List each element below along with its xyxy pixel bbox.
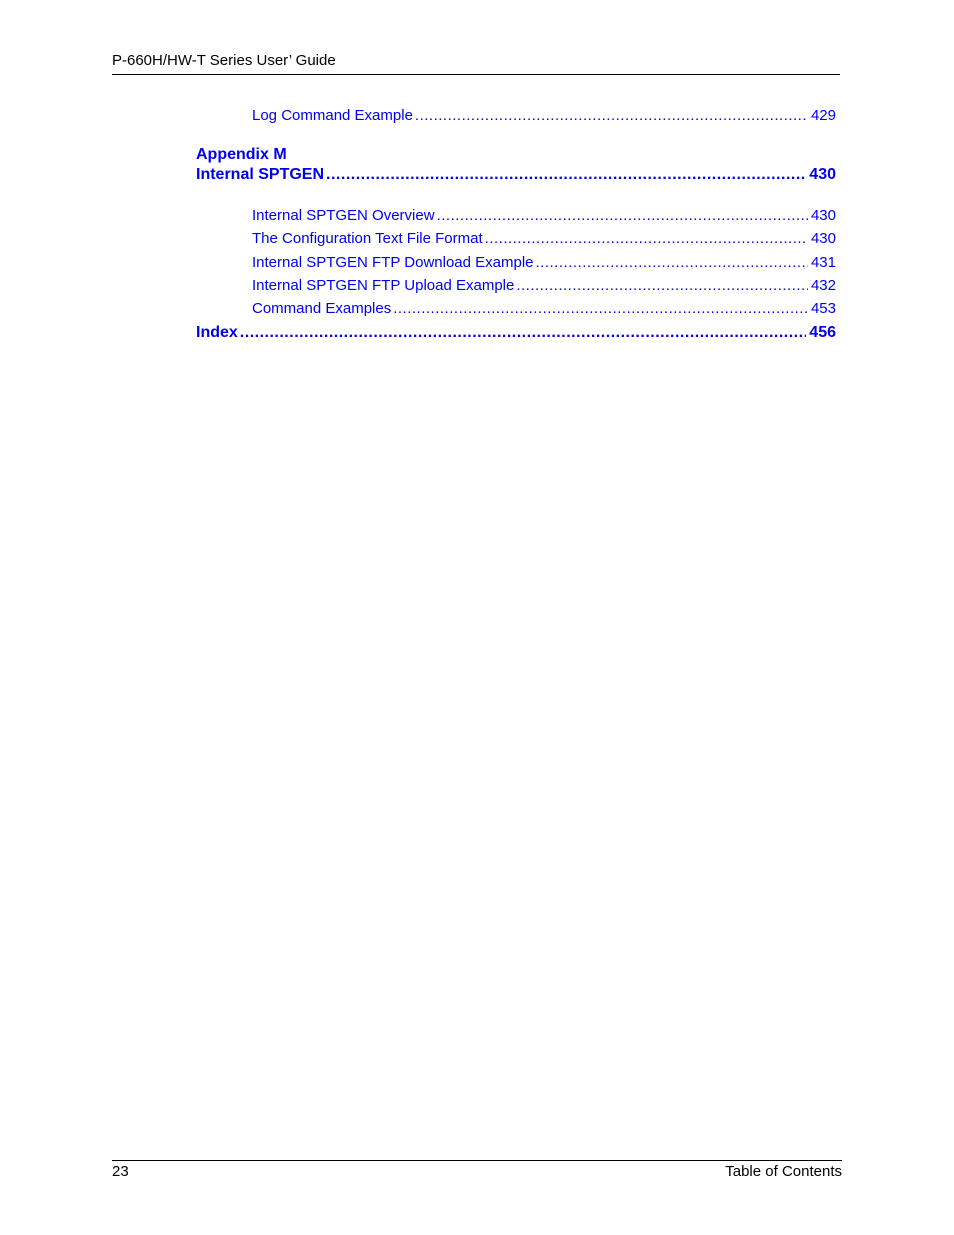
dot-leader — [415, 107, 808, 124]
toc-chapter-index[interactable] — [196, 324, 836, 342]
toc-entry-command-examples[interactable] — [252, 300, 836, 317]
dot-leader — [326, 166, 806, 184]
toc-entry-label: Internal SPTGEN FTP Upload Example — [252, 277, 515, 294]
toc-entry-configuration-text-file-format[interactable] — [252, 230, 836, 247]
toc-chapter-internal-sptgen[interactable] — [196, 166, 836, 184]
dot-leader — [240, 324, 807, 342]
toc-entry-page: 429 — [810, 107, 836, 124]
dot-leader — [516, 277, 808, 294]
toc-entry-page: 431 — [810, 254, 836, 271]
toc-entry-page: 430 — [810, 230, 836, 247]
dot-leader — [485, 230, 808, 247]
page-header — [112, 50, 840, 75]
dot-leader — [393, 300, 808, 317]
section-name: Table of Contents — [725, 1163, 842, 1180]
toc-entry-label: Log Command Example — [252, 107, 413, 124]
toc-chapter-label: Index — [196, 324, 238, 341]
appendix-m-heading[interactable]: Appendix M — [196, 146, 287, 163]
toc-chapter-page: 430 — [809, 166, 836, 183]
dot-leader — [536, 254, 808, 271]
toc-entry-page: 453 — [810, 300, 836, 317]
dot-leader — [437, 207, 808, 224]
toc-entry-ftp-download-example[interactable] — [252, 254, 836, 271]
toc-entry-page: 430 — [810, 207, 836, 224]
toc-chapter-label: Internal SPTGEN — [196, 166, 325, 183]
toc-entry-internal-sptgen-overview[interactable] — [252, 207, 836, 224]
page-footer — [112, 1160, 842, 1180]
toc-entry-page: 432 — [810, 277, 836, 294]
toc-chapter-page: 456 — [809, 324, 836, 341]
document-title: P-660H/HW-T Series User’ Guide — [112, 52, 336, 69]
toc-entry-ftp-upload-example[interactable] — [252, 277, 836, 294]
toc-entry-label: Internal SPTGEN Overview — [252, 207, 435, 224]
toc-entry-label: The Configuration Text File Format — [252, 230, 483, 247]
toc-entry-log-command-example[interactable] — [252, 107, 836, 124]
page-number: 23 — [112, 1163, 129, 1180]
toc-entry-label: Command Examples — [252, 300, 392, 317]
toc-entry-label: Internal SPTGEN FTP Download Example — [252, 254, 534, 271]
